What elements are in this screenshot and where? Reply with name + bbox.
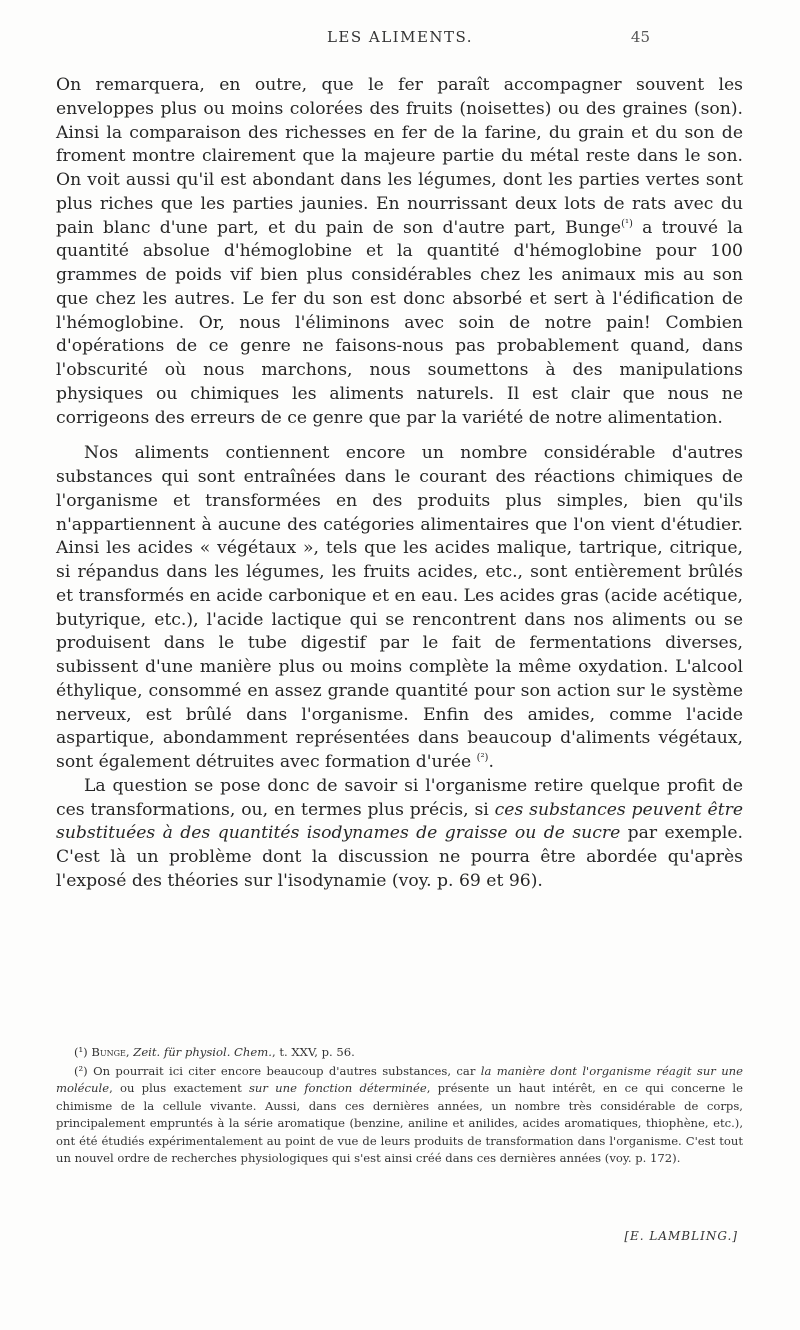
footnote-1-author: Bunge xyxy=(91,1045,126,1059)
body-text xyxy=(56,74,743,894)
footnote-2-text-1: On pourrait ici citer encore beaucoup d'autres substances, car xyxy=(93,1063,481,1078)
paragraph-other-substances-text-2: . xyxy=(488,752,494,772)
footnotes xyxy=(56,1044,743,1169)
paragraph-iron xyxy=(56,74,743,430)
footnote-2-text-3: , présente un haut intérêt, en ce qui concerne le chimisme de la cellule vivante. Aussi, dans ces dernières années, un nombre très considérable de corps, principalement empruntés à la série aromatique (benzine, aniline et anilides, acides aromatiques, thiophène, etc.), ont été étudiés expérimentalement au point de vue de leurs produits de transformation dans l'organisme. C'est tout un nouvel ordre de recherches physiologiques qui s'est ainsi créé dans ces dernières années (voy. p. 172). xyxy=(56,1081,743,1165)
footnote-1-ref: , t. XXV, p. 56. xyxy=(271,1045,355,1059)
footnote-1-mark: (¹) xyxy=(74,1045,88,1059)
page-header xyxy=(0,28,800,52)
footnote-1: (¹) Bunge, Zeit. für physiol. Chem., t. XXV, p. 56. xyxy=(74,1045,355,1059)
printer-signature-mark: [E. LAMBLING.] xyxy=(624,1229,738,1243)
paragraph-iron-text-1: On remarquera, en outre, que le fer paraît accompagner souvent les enveloppes plus ou moins colorées des fruits (noisettes) ou des graines (son). Ainsi la comparaison des richesses en fer de la farine, du grain et du son de froment montre clairement que la majeure partie du métal reste dans le son. On voit aussi qu'il est abondant dans les légumes, dont les parties vertes sont plus riches que les parties jaunies. En nourrissant deux lots de rats avec du pain blanc d'une part, et du pain de son d'autre part, Bunge xyxy=(56,75,743,238)
footnote-2-emphasis-1: la manière dont l'organisme réagit sur une molécule xyxy=(56,1063,743,1095)
page-number: 45 xyxy=(630,28,650,46)
footnote-2 xyxy=(56,1063,743,1168)
paragraph-question-emphasis: ces substances peuvent être substituées à des quantités isodynames de graisse ou de sucre xyxy=(56,799,743,844)
paragraph-question-text-2: par exemple. C'est là un problème dont la discussion ne pourra être abordée qu'après l'exposé des théories sur l'isodynamie (voy. p. 69 et 96). xyxy=(56,823,743,891)
footnote-ref-2: (²) xyxy=(476,752,489,764)
footnote-2-emphasis-2: sur une fonction déterminée xyxy=(248,1081,427,1095)
footnote-2-mark: (²) xyxy=(74,1063,88,1078)
footnote-1-journal: Zeit. für physiol. Chem. xyxy=(133,1045,272,1059)
paragraph-other-substances xyxy=(56,442,743,775)
paragraph-iron-text-2: a trouvé la quantité absolue d'hémoglobine et la quantité d'hémoglobine pour 100 grammes de poids vif bien plus considérables chez les animaux mis au son que chez les autres. Le fer du son est donc absorbé et sert à l'édification de l'hémoglobine. Or, nous l'éliminons avec soin de notre pain! Combien d'opérations de ce genre ne faisons-nous pas probablement quand, dans l'obscurité où nous marchons, nous soumettons à des manipulations physiques ou chimiques les aliments naturels. Il est clair que nous ne corrigeons des erreurs de ce genre que par la variété de notre alimentation. xyxy=(56,217,743,428)
footnote-ref-1: (¹) xyxy=(621,217,633,229)
paragraph-question xyxy=(56,775,743,894)
footnote-2-text-2: , ou plus exactement xyxy=(109,1081,249,1095)
paragraph-question-text-1: La question se pose donc de savoir si l'organisme retire quelque profit de ces transformations, ou, en termes plus précis, si xyxy=(56,775,743,820)
paragraph-other-substances-text-1: Nos aliments contiennent encore un nombre considérable d'autres substances qui sont entraînées dans le courant des réactions chimiques de l'organisme et transformées en des produits plus simples, bien qu'ils n'appartiennent à aucune des catégories alimentaires que l'on vient d'étudier. Ainsi les acides « végétaux », tels que les acides malique, tartrique, citrique, si répandus dans les légumes, les fruits acides, etc., sont entièrement brûlés et transformés en acide carbonique et en eau. Les acides gras (acide acétique, butyrique, etc.), l'acide lactique qui se rencontrent dans nos aliments ou se produisent dans le tube digestif par le fait de fermentations diverses, subissent d'une manière plus ou moins complète la même oxydation. L'alcool éthylique, consommé en assez grande quantité pour son action sur le système nerveux, est brûlé dans l'organisme. Enfin des amides, comme l'acide aspartique, abondamment représentées dans beaucoup d'aliments végétaux, sont également détruites avec formation d'urée xyxy=(56,443,743,772)
running-title: LES ALIMENTS. xyxy=(326,28,474,46)
